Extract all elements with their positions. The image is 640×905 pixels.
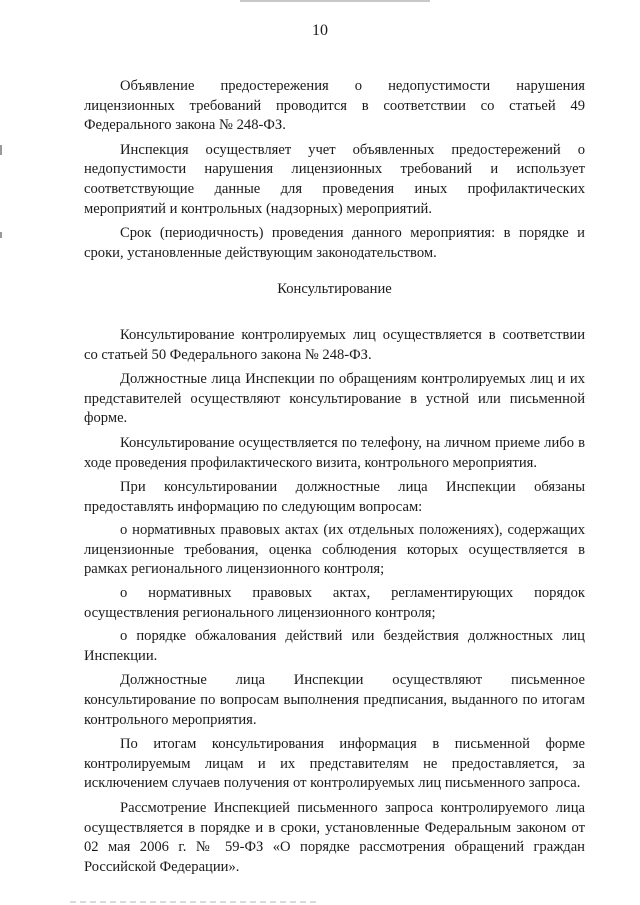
scan-margin-mark bbox=[0, 232, 2, 238]
paragraph: Срок (периодичность) проведения данного мероприятия: в порядке и сроки, установленные действующим законодательством. bbox=[84, 225, 585, 261]
page-number: 10 bbox=[312, 22, 328, 39]
paragraph: Должностные лица Инспекции осуществляют письменное консультирование по вопросам выполнения предписания, выданного по итогам контрольного мероприятия. bbox=[84, 672, 585, 728]
list-item: о нормативных правовых актах, регламентирующих порядок осуществления регионального лицензионного контроля; bbox=[84, 585, 585, 621]
list-item: о нормативных правовых актах (их отдельных положениях), содержащих лицензионные требования, оценка соблюдения которых осуществляется в рамках регионального лицензионного контроля; bbox=[84, 522, 585, 578]
paragraph: Консультирование контролируемых лиц осуществляется в соответствии со статьей 50 Федерального закона № 248-ФЗ. bbox=[84, 326, 585, 363]
paragraph: Консультирование осуществляется по телефону, на личном приеме либо в ходе проведения профилактического визита, контрольного мероприятия. bbox=[84, 434, 585, 471]
document-body bbox=[84, 77, 585, 882]
paragraph: По итогам консультирования информация в письменной форме контролируемым лицам и их представителям не предоставляется, за исключением случаев получения от контролируемых лиц письменного запроса. bbox=[84, 736, 585, 792]
paragraph: Должностные лица Инспекции по обращениям контролируемых лиц и их представителей осуществляют консультирование в устной или письменной форме. bbox=[84, 371, 585, 427]
paragraph: При консультировании должностные лица Инспекции обязаны предоставлять информацию по следующим вопросам: bbox=[84, 479, 585, 515]
list-item: о порядке обжалования действий или бездействия должностных лиц Инспекции. bbox=[84, 628, 585, 664]
scan-edge-mark bbox=[70, 901, 320, 903]
scan-edge-mark bbox=[240, 0, 430, 2]
paragraph: Рассмотрение Инспекцией письменного запроса контролируемого лица осуществляется в порядке и в сроки, установленные Федеральным законом от 02 мая 2006 г. № 59-ФЗ «О порядке рассмотрения обращений граждан Российской Федерации». bbox=[84, 800, 585, 875]
paragraph: Объявление предостережения о недопустимости нарушения лицензионных требований проводится в соответствии со статьей 49 Федерального закона № 248-ФЗ. bbox=[84, 78, 585, 134]
scan-margin-mark bbox=[0, 145, 2, 155]
paragraph: Инспекция осуществляет учет объявленных предостережений о недопустимости нарушения лицензионных требований и использует соответствующие данные для проведения иных профилактических мероприятий и контрольных (надзорных) мероприятий. bbox=[84, 141, 585, 217]
section-heading: Консультирование bbox=[277, 281, 392, 298]
